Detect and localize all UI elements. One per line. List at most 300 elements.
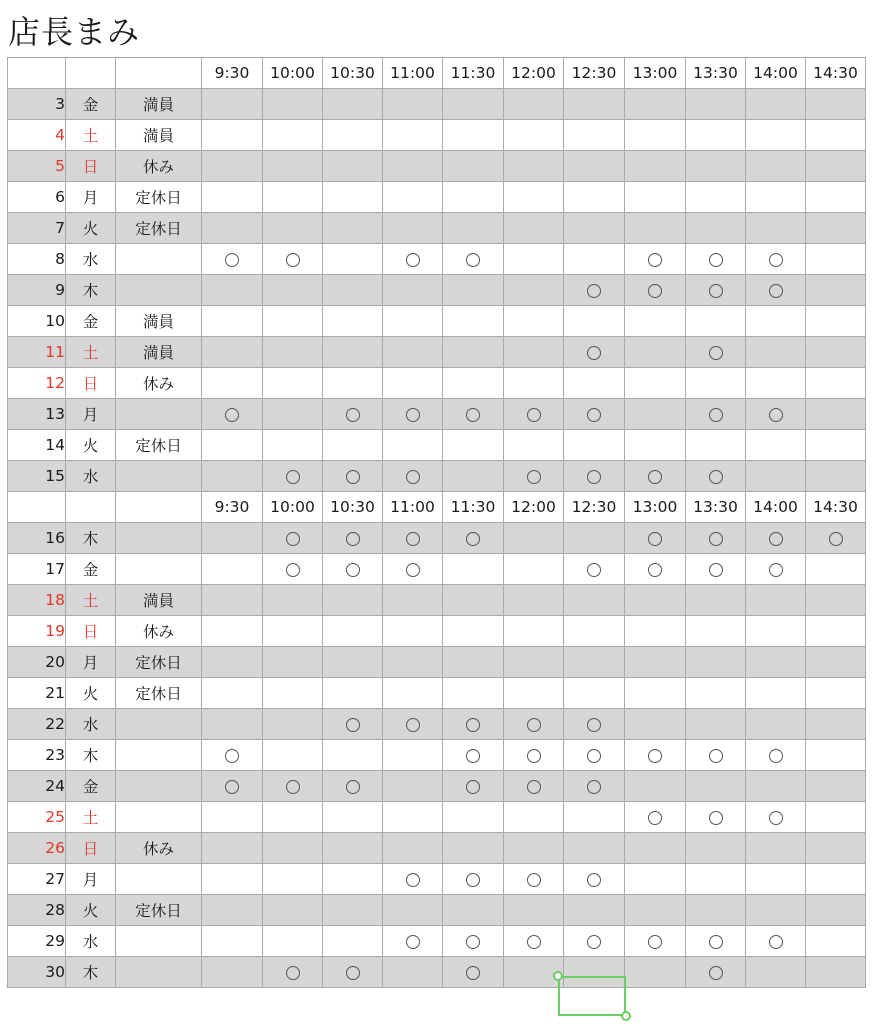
slot-cell[interactable]: [504, 89, 564, 120]
status-cell[interactable]: 満員: [116, 585, 202, 616]
slot-cell[interactable]: [202, 647, 263, 678]
slot-cell[interactable]: [806, 926, 866, 957]
slot-cell[interactable]: [564, 864, 625, 895]
slot-cell[interactable]: [383, 89, 443, 120]
slot-cell[interactable]: [746, 678, 806, 709]
status-cell[interactable]: 休み: [116, 151, 202, 182]
slot-cell[interactable]: [443, 337, 504, 368]
slot-cell[interactable]: [323, 740, 383, 771]
slot-cell[interactable]: [383, 151, 443, 182]
time-slot-header[interactable]: 10:00: [263, 58, 323, 89]
slot-cell[interactable]: [806, 120, 866, 151]
weekday-cell[interactable]: 日: [66, 616, 116, 647]
time-slot-header[interactable]: 13:30: [686, 492, 746, 523]
slot-cell[interactable]: [443, 399, 504, 430]
slot-cell[interactable]: [686, 678, 746, 709]
slot-cell[interactable]: [443, 833, 504, 864]
weekday-cell[interactable]: 金: [66, 554, 116, 585]
slot-cell[interactable]: [746, 709, 806, 740]
slot-cell[interactable]: [263, 306, 323, 337]
slot-cell[interactable]: [806, 89, 866, 120]
weekday-cell[interactable]: 土: [66, 802, 116, 833]
slot-cell[interactable]: [625, 461, 686, 492]
slot-cell[interactable]: [746, 771, 806, 802]
weekday-cell[interactable]: 日: [66, 368, 116, 399]
slot-cell[interactable]: [443, 709, 504, 740]
slot-cell[interactable]: [383, 957, 443, 988]
slot-cell[interactable]: [323, 802, 383, 833]
slot-cell[interactable]: [686, 89, 746, 120]
time-slot-header[interactable]: 9:30: [202, 58, 263, 89]
slot-cell[interactable]: [746, 151, 806, 182]
slot-cell[interactable]: [686, 709, 746, 740]
slot-cell[interactable]: [625, 523, 686, 554]
slot-cell[interactable]: [504, 182, 564, 213]
slot-cell[interactable]: [686, 616, 746, 647]
date-cell[interactable]: 15: [8, 461, 66, 492]
slot-cell[interactable]: [323, 647, 383, 678]
slot-cell[interactable]: [323, 182, 383, 213]
time-slot-header[interactable]: 10:30: [323, 492, 383, 523]
slot-cell[interactable]: [746, 647, 806, 678]
date-cell[interactable]: 24: [8, 771, 66, 802]
date-cell[interactable]: 18: [8, 585, 66, 616]
status-cell[interactable]: 定休日: [116, 182, 202, 213]
slot-cell[interactable]: [564, 895, 625, 926]
header-blank-cell[interactable]: [66, 492, 116, 523]
slot-cell[interactable]: [625, 647, 686, 678]
slot-cell[interactable]: [443, 523, 504, 554]
slot-cell[interactable]: [806, 275, 866, 306]
status-cell[interactable]: 定休日: [116, 213, 202, 244]
slot-cell[interactable]: [564, 368, 625, 399]
slot-cell[interactable]: [383, 461, 443, 492]
slot-cell[interactable]: [202, 678, 263, 709]
slot-cell[interactable]: [504, 585, 564, 616]
slot-cell[interactable]: [202, 399, 263, 430]
slot-cell[interactable]: [263, 151, 323, 182]
slot-cell[interactable]: [263, 182, 323, 213]
date-cell[interactable]: 21: [8, 678, 66, 709]
slot-cell[interactable]: [746, 368, 806, 399]
slot-cell[interactable]: [625, 802, 686, 833]
slot-cell[interactable]: [443, 89, 504, 120]
time-slot-header[interactable]: 9:30: [202, 492, 263, 523]
slot-cell[interactable]: [564, 616, 625, 647]
weekday-cell[interactable]: 金: [66, 771, 116, 802]
slot-cell[interactable]: [564, 430, 625, 461]
slot-cell[interactable]: [806, 833, 866, 864]
slot-cell[interactable]: [564, 833, 625, 864]
slot-cell[interactable]: [323, 337, 383, 368]
time-slot-header[interactable]: 12:00: [504, 58, 564, 89]
slot-cell[interactable]: [383, 585, 443, 616]
slot-cell[interactable]: [806, 368, 866, 399]
slot-cell[interactable]: [686, 585, 746, 616]
status-cell[interactable]: [116, 461, 202, 492]
slot-cell[interactable]: [564, 709, 625, 740]
slot-cell[interactable]: [263, 523, 323, 554]
header-blank-cell[interactable]: [116, 58, 202, 89]
slot-cell[interactable]: [746, 275, 806, 306]
weekday-cell[interactable]: 木: [66, 957, 116, 988]
slot-cell[interactable]: [564, 213, 625, 244]
slot-cell[interactable]: [686, 399, 746, 430]
slot-cell[interactable]: [263, 864, 323, 895]
slot-cell[interactable]: [746, 926, 806, 957]
date-cell[interactable]: 23: [8, 740, 66, 771]
slot-cell[interactable]: [564, 182, 625, 213]
slot-cell[interactable]: [564, 120, 625, 151]
slot-cell[interactable]: [323, 833, 383, 864]
slot-cell[interactable]: [564, 802, 625, 833]
slot-cell[interactable]: [202, 151, 263, 182]
slot-cell[interactable]: [686, 120, 746, 151]
slot-cell[interactable]: [383, 399, 443, 430]
slot-cell[interactable]: [202, 244, 263, 275]
date-cell[interactable]: 10: [8, 306, 66, 337]
slot-cell[interactable]: [383, 120, 443, 151]
status-cell[interactable]: 満員: [116, 306, 202, 337]
slot-cell[interactable]: [806, 802, 866, 833]
slot-cell[interactable]: [686, 244, 746, 275]
slot-cell[interactable]: [564, 337, 625, 368]
weekday-cell[interactable]: 水: [66, 709, 116, 740]
slot-cell[interactable]: [625, 120, 686, 151]
slot-cell[interactable]: [746, 337, 806, 368]
slot-cell[interactable]: [686, 337, 746, 368]
slot-cell[interactable]: [443, 306, 504, 337]
slot-cell[interactable]: [746, 244, 806, 275]
time-slot-header[interactable]: 13:30: [686, 58, 746, 89]
slot-cell[interactable]: [504, 802, 564, 833]
slot-cell[interactable]: [625, 244, 686, 275]
weekday-cell[interactable]: 水: [66, 461, 116, 492]
header-blank-cell[interactable]: [116, 492, 202, 523]
slot-cell[interactable]: [323, 275, 383, 306]
slot-cell[interactable]: [383, 244, 443, 275]
date-cell[interactable]: 26: [8, 833, 66, 864]
slot-cell[interactable]: [625, 740, 686, 771]
status-cell[interactable]: [116, 864, 202, 895]
slot-cell[interactable]: [383, 864, 443, 895]
slot-cell[interactable]: [443, 864, 504, 895]
weekday-cell[interactable]: 火: [66, 430, 116, 461]
slot-cell[interactable]: [202, 802, 263, 833]
date-cell[interactable]: 11: [8, 337, 66, 368]
slot-cell[interactable]: [686, 182, 746, 213]
slot-cell[interactable]: [202, 430, 263, 461]
weekday-cell[interactable]: 火: [66, 895, 116, 926]
slot-cell[interactable]: [263, 895, 323, 926]
slot-cell[interactable]: [323, 585, 383, 616]
slot-cell[interactable]: [625, 709, 686, 740]
slot-cell[interactable]: [504, 523, 564, 554]
slot-cell[interactable]: [443, 213, 504, 244]
slot-cell[interactable]: [746, 895, 806, 926]
slot-cell[interactable]: [504, 275, 564, 306]
slot-cell[interactable]: [383, 306, 443, 337]
slot-cell[interactable]: [746, 554, 806, 585]
slot-cell[interactable]: [806, 740, 866, 771]
slot-cell[interactable]: [625, 399, 686, 430]
slot-cell[interactable]: [625, 89, 686, 120]
slot-cell[interactable]: [625, 895, 686, 926]
slot-cell[interactable]: [383, 523, 443, 554]
slot-cell[interactable]: [263, 678, 323, 709]
status-cell[interactable]: [116, 554, 202, 585]
slot-cell[interactable]: [443, 120, 504, 151]
slot-cell[interactable]: [263, 802, 323, 833]
slot-cell[interactable]: [686, 275, 746, 306]
status-cell[interactable]: 定休日: [116, 678, 202, 709]
slot-cell[interactable]: [504, 740, 564, 771]
slot-cell[interactable]: [443, 678, 504, 709]
slot-cell[interactable]: [263, 833, 323, 864]
date-cell[interactable]: 16: [8, 523, 66, 554]
slot-cell[interactable]: [746, 89, 806, 120]
slot-cell[interactable]: [686, 740, 746, 771]
status-cell[interactable]: 休み: [116, 616, 202, 647]
slot-cell[interactable]: [746, 182, 806, 213]
status-cell[interactable]: 満員: [116, 337, 202, 368]
slot-cell[interactable]: [323, 244, 383, 275]
slot-cell[interactable]: [504, 399, 564, 430]
slot-cell[interactable]: [323, 864, 383, 895]
slot-cell[interactable]: [263, 399, 323, 430]
slot-cell[interactable]: [746, 461, 806, 492]
status-cell[interactable]: 満員: [116, 120, 202, 151]
slot-cell[interactable]: [625, 337, 686, 368]
slot-cell[interactable]: [323, 213, 383, 244]
slot-cell[interactable]: [806, 461, 866, 492]
slot-cell[interactable]: [504, 337, 564, 368]
time-slot-header[interactable]: 10:00: [263, 492, 323, 523]
slot-cell[interactable]: [443, 461, 504, 492]
time-slot-header[interactable]: 12:30: [564, 58, 625, 89]
slot-cell[interactable]: [323, 926, 383, 957]
date-cell[interactable]: 5: [8, 151, 66, 182]
slot-cell[interactable]: [806, 399, 866, 430]
slot-cell[interactable]: [263, 585, 323, 616]
slot-cell[interactable]: [383, 337, 443, 368]
slot-cell[interactable]: [443, 244, 504, 275]
slot-cell[interactable]: [202, 213, 263, 244]
slot-cell[interactable]: [806, 213, 866, 244]
slot-cell[interactable]: [202, 523, 263, 554]
slot-cell[interactable]: [383, 368, 443, 399]
slot-cell[interactable]: [383, 554, 443, 585]
slot-cell[interactable]: [686, 647, 746, 678]
weekday-cell[interactable]: 月: [66, 647, 116, 678]
slot-cell[interactable]: [564, 771, 625, 802]
slot-cell[interactable]: [202, 275, 263, 306]
slot-cell[interactable]: [323, 120, 383, 151]
slot-cell[interactable]: [263, 647, 323, 678]
slot-cell[interactable]: [686, 833, 746, 864]
date-cell[interactable]: 7: [8, 213, 66, 244]
time-slot-header[interactable]: 11:30: [443, 58, 504, 89]
status-cell[interactable]: [116, 523, 202, 554]
slot-cell[interactable]: [806, 585, 866, 616]
slot-cell[interactable]: [806, 337, 866, 368]
slot-cell[interactable]: [625, 957, 686, 988]
date-cell[interactable]: 17: [8, 554, 66, 585]
slot-cell[interactable]: [625, 306, 686, 337]
slot-cell[interactable]: [383, 182, 443, 213]
slot-cell[interactable]: [443, 895, 504, 926]
slot-cell[interactable]: [263, 120, 323, 151]
slot-cell[interactable]: [625, 926, 686, 957]
date-cell[interactable]: 22: [8, 709, 66, 740]
slot-cell[interactable]: [383, 895, 443, 926]
slot-cell[interactable]: [625, 833, 686, 864]
time-slot-header[interactable]: 14:00: [746, 492, 806, 523]
slot-cell[interactable]: [383, 926, 443, 957]
slot-cell[interactable]: [443, 275, 504, 306]
date-cell[interactable]: 28: [8, 895, 66, 926]
slot-cell[interactable]: [746, 864, 806, 895]
slot-cell[interactable]: [323, 430, 383, 461]
slot-cell[interactable]: [564, 523, 625, 554]
slot-cell[interactable]: [806, 430, 866, 461]
slot-cell[interactable]: [443, 182, 504, 213]
slot-cell[interactable]: [746, 957, 806, 988]
slot-cell[interactable]: [323, 771, 383, 802]
status-cell[interactable]: 定休日: [116, 895, 202, 926]
slot-cell[interactable]: [686, 213, 746, 244]
slot-cell[interactable]: [202, 182, 263, 213]
slot-cell[interactable]: [504, 120, 564, 151]
slot-cell[interactable]: [202, 833, 263, 864]
date-cell[interactable]: 30: [8, 957, 66, 988]
slot-cell[interactable]: [806, 306, 866, 337]
slot-cell[interactable]: [202, 585, 263, 616]
slot-cell[interactable]: [746, 802, 806, 833]
slot-cell[interactable]: [323, 678, 383, 709]
header-blank-cell[interactable]: [8, 492, 66, 523]
slot-cell[interactable]: [504, 461, 564, 492]
slot-cell[interactable]: [564, 647, 625, 678]
time-slot-header[interactable]: 11:00: [383, 58, 443, 89]
date-cell[interactable]: 19: [8, 616, 66, 647]
slot-cell[interactable]: [746, 399, 806, 430]
slot-cell[interactable]: [625, 554, 686, 585]
weekday-cell[interactable]: 金: [66, 89, 116, 120]
slot-cell[interactable]: [202, 740, 263, 771]
slot-cell[interactable]: [746, 306, 806, 337]
slot-cell[interactable]: [564, 957, 625, 988]
slot-cell[interactable]: [625, 771, 686, 802]
date-cell[interactable]: 29: [8, 926, 66, 957]
date-cell[interactable]: 3: [8, 89, 66, 120]
slot-cell[interactable]: [746, 740, 806, 771]
weekday-cell[interactable]: 火: [66, 678, 116, 709]
weekday-cell[interactable]: 土: [66, 337, 116, 368]
weekday-cell[interactable]: 日: [66, 151, 116, 182]
slot-cell[interactable]: [383, 833, 443, 864]
slot-cell[interactable]: [806, 771, 866, 802]
time-slot-header[interactable]: 13:00: [625, 492, 686, 523]
slot-cell[interactable]: [746, 213, 806, 244]
slot-cell[interactable]: [383, 275, 443, 306]
date-cell[interactable]: 9: [8, 275, 66, 306]
status-cell[interactable]: [116, 275, 202, 306]
slot-cell[interactable]: [504, 368, 564, 399]
slot-cell[interactable]: [263, 213, 323, 244]
slot-cell[interactable]: [443, 647, 504, 678]
slot-cell[interactable]: [323, 616, 383, 647]
weekday-cell[interactable]: 金: [66, 306, 116, 337]
slot-cell[interactable]: [383, 678, 443, 709]
slot-cell[interactable]: [263, 926, 323, 957]
slot-cell[interactable]: [806, 554, 866, 585]
slot-cell[interactable]: [686, 864, 746, 895]
slot-cell[interactable]: [686, 554, 746, 585]
slot-cell[interactable]: [686, 461, 746, 492]
status-cell[interactable]: [116, 957, 202, 988]
slot-cell[interactable]: [806, 864, 866, 895]
slot-cell[interactable]: [443, 740, 504, 771]
date-cell[interactable]: 27: [8, 864, 66, 895]
slot-cell[interactable]: [625, 585, 686, 616]
time-slot-header[interactable]: 14:30: [806, 492, 866, 523]
slot-cell[interactable]: [686, 368, 746, 399]
weekday-cell[interactable]: 木: [66, 740, 116, 771]
time-slot-header[interactable]: 14:00: [746, 58, 806, 89]
slot-cell[interactable]: [202, 461, 263, 492]
slot-cell[interactable]: [263, 709, 323, 740]
slot-cell[interactable]: [443, 151, 504, 182]
slot-cell[interactable]: [323, 895, 383, 926]
slot-cell[interactable]: [564, 244, 625, 275]
slot-cell[interactable]: [504, 926, 564, 957]
time-slot-header[interactable]: 11:00: [383, 492, 443, 523]
slot-cell[interactable]: [202, 306, 263, 337]
slot-cell[interactable]: [323, 957, 383, 988]
slot-cell[interactable]: [564, 554, 625, 585]
slot-cell[interactable]: [443, 585, 504, 616]
slot-cell[interactable]: [564, 399, 625, 430]
date-cell[interactable]: 25: [8, 802, 66, 833]
weekday-cell[interactable]: 月: [66, 864, 116, 895]
status-cell[interactable]: [116, 926, 202, 957]
slot-cell[interactable]: [564, 926, 625, 957]
status-cell[interactable]: [116, 771, 202, 802]
slot-cell[interactable]: [263, 89, 323, 120]
weekday-cell[interactable]: 土: [66, 120, 116, 151]
time-slot-header[interactable]: 14:30: [806, 58, 866, 89]
weekday-cell[interactable]: 木: [66, 523, 116, 554]
slot-cell[interactable]: [806, 709, 866, 740]
slot-cell[interactable]: [746, 585, 806, 616]
slot-cell[interactable]: [383, 213, 443, 244]
slot-cell[interactable]: [202, 616, 263, 647]
slot-cell[interactable]: [323, 368, 383, 399]
slot-cell[interactable]: [263, 275, 323, 306]
slot-cell[interactable]: [202, 895, 263, 926]
slot-cell[interactable]: [806, 244, 866, 275]
slot-cell[interactable]: [263, 957, 323, 988]
slot-cell[interactable]: [625, 275, 686, 306]
slot-cell[interactable]: [625, 678, 686, 709]
slot-cell[interactable]: [625, 368, 686, 399]
slot-cell[interactable]: [323, 89, 383, 120]
slot-cell[interactable]: [443, 957, 504, 988]
slot-cell[interactable]: [564, 151, 625, 182]
slot-cell[interactable]: [686, 957, 746, 988]
date-cell[interactable]: 4: [8, 120, 66, 151]
